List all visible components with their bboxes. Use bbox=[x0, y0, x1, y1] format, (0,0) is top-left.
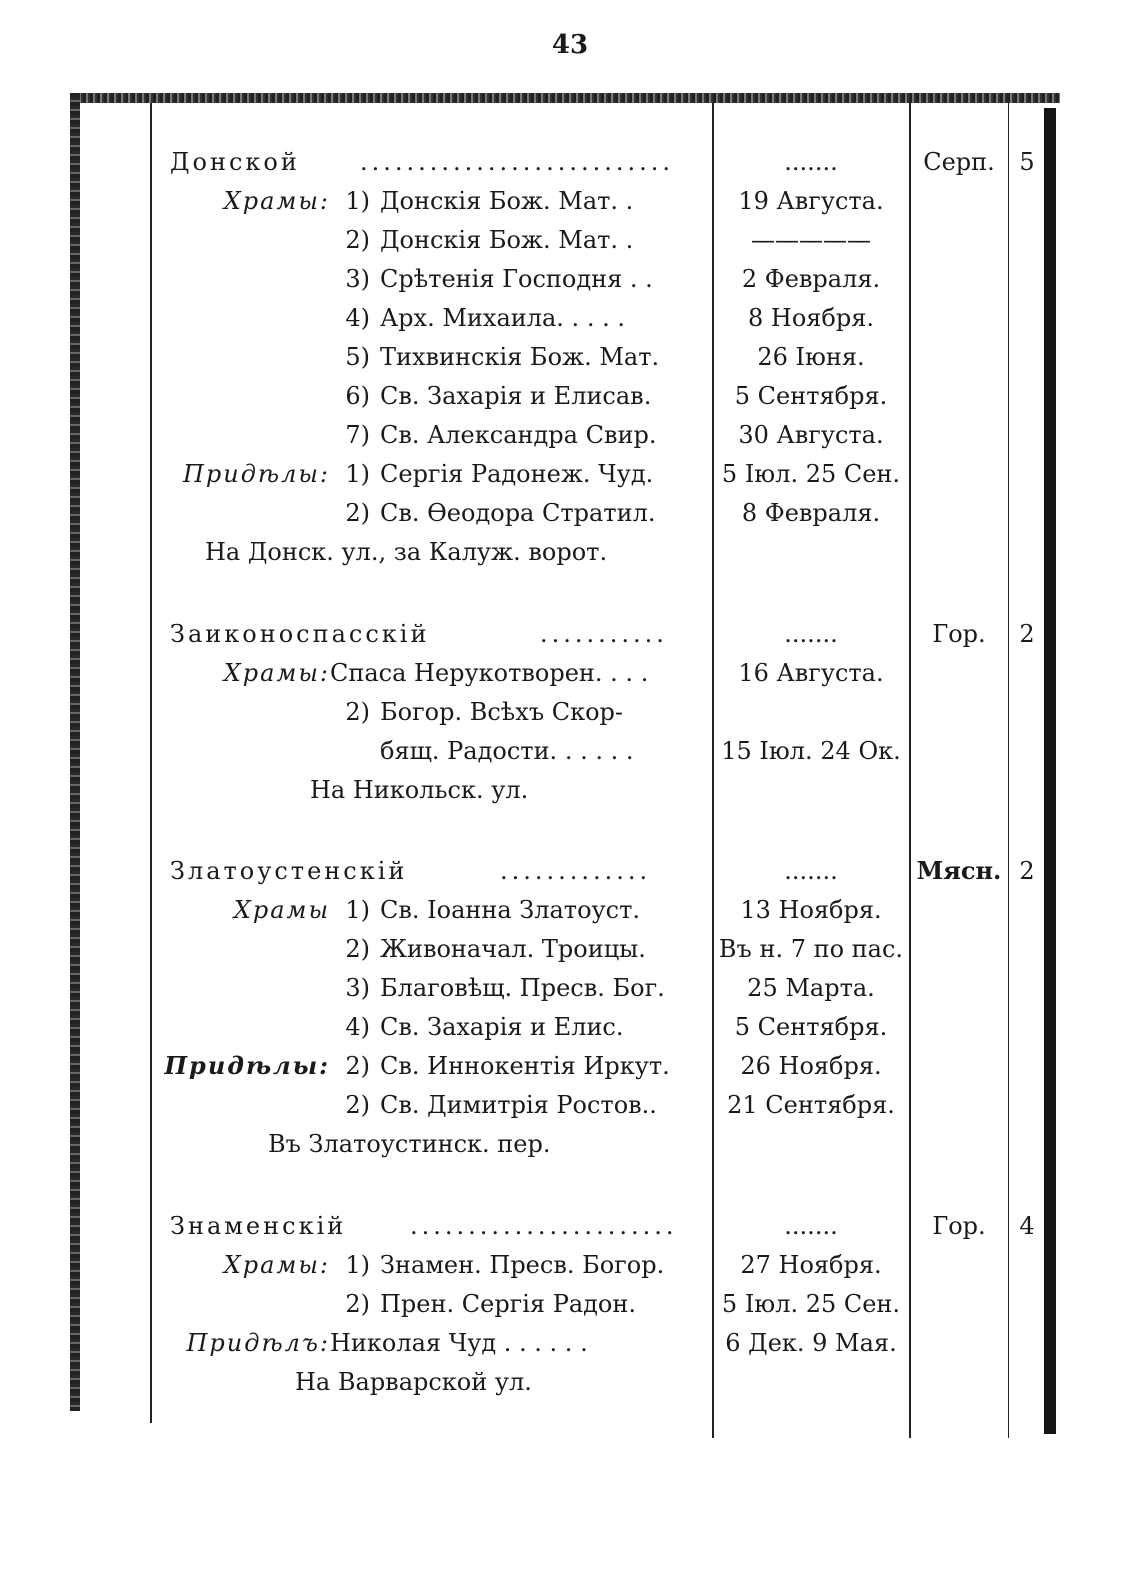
section-title: Заиконоспасскій bbox=[170, 620, 430, 648]
feast-date: 16 Августа. bbox=[738, 659, 884, 687]
row-number: 3) bbox=[345, 265, 370, 293]
temple-row bbox=[160, 1246, 700, 1284]
temple-row bbox=[160, 969, 700, 1007]
row-number: 1) bbox=[345, 187, 370, 215]
feast-date: 8 Февраля. bbox=[741, 499, 881, 527]
feast-date: 30 Августа. bbox=[738, 421, 884, 449]
row-text: бящ. Радости. . . . . . bbox=[380, 737, 634, 765]
row-text: Спаса Нерукотворен. . . . bbox=[330, 659, 649, 687]
row-text: Св. Іоанна Златоуст. bbox=[380, 896, 641, 924]
row-number: 5) bbox=[345, 343, 370, 371]
count-cell: 2 bbox=[1019, 857, 1035, 885]
column-rule-district bbox=[909, 103, 911, 1438]
count-cell: 2 bbox=[1019, 620, 1035, 648]
feast-date: 5 Сентября. bbox=[734, 1013, 888, 1041]
date-dots: ....... bbox=[784, 148, 838, 176]
leader-dots: ............. bbox=[500, 857, 652, 885]
chapel-row bbox=[160, 494, 700, 532]
district-cell: Гор. bbox=[932, 620, 986, 648]
row-label: Храмы: bbox=[223, 187, 330, 215]
frame-left-border bbox=[70, 93, 80, 1411]
row-label: Храмы bbox=[233, 896, 330, 924]
section-title: Знаменскій bbox=[170, 1212, 347, 1240]
feast-date: 27 Ноября. bbox=[740, 1251, 882, 1279]
row-label: Храмы: bbox=[223, 659, 330, 687]
chapel-row bbox=[160, 1324, 700, 1362]
row-text: Св. Ѳеодора Стратил. bbox=[380, 499, 656, 527]
temple-row bbox=[160, 338, 700, 376]
section-title: Донской bbox=[170, 148, 300, 176]
row-text: Срѣтенія Господня . . bbox=[380, 265, 653, 293]
chapel-row bbox=[160, 455, 700, 493]
feast-date: 19 Августа. bbox=[738, 187, 884, 215]
street-address: На Варварской ул. bbox=[295, 1368, 532, 1396]
row-number: 2) bbox=[345, 698, 370, 726]
row-text: Св. Захарія и Елисав. bbox=[380, 382, 652, 410]
row-number: 4) bbox=[345, 1013, 370, 1041]
feast-date: 26 Ноября. bbox=[740, 1052, 882, 1080]
feast-date: 15 Іюл. 24 Ок. bbox=[721, 737, 901, 765]
row-text: Донскія Бож. Мат. . bbox=[380, 226, 634, 254]
temple-row bbox=[160, 930, 700, 968]
feast-date bbox=[714, 693, 908, 731]
row-text: Прен. Сергія Радон. bbox=[380, 1290, 637, 1318]
row-text: Тихвинскія Бож. Мат. bbox=[380, 343, 660, 371]
row-text: Донскія Бож. Мат. . bbox=[380, 187, 634, 215]
row-text: Св. Димитрія Ростов.. bbox=[380, 1091, 657, 1119]
count-cell: 4 bbox=[1019, 1212, 1035, 1240]
district-cell: Гор. bbox=[932, 1212, 986, 1240]
row-text: Богор. Всѣхъ Скор- bbox=[380, 698, 623, 726]
row-text: Живоначал. Троицы. bbox=[380, 935, 646, 963]
feast-date: 2 Февраля. bbox=[741, 265, 881, 293]
date-dots: ....... bbox=[784, 857, 838, 885]
street-address: На Никольск. ул. bbox=[310, 776, 529, 804]
feast-date: 5 Іюл. 25 Сен. bbox=[721, 460, 901, 488]
street-address: На Донск. ул., за Калуж. ворот. bbox=[205, 538, 608, 566]
row-text: Арх. Михаила. . . . . bbox=[380, 304, 625, 332]
page-number: 43 bbox=[551, 30, 589, 60]
row-text: Благовѣщ. Пресв. Бог. bbox=[380, 974, 665, 1002]
temple-row bbox=[160, 416, 700, 454]
row-number: 4) bbox=[345, 304, 370, 332]
row-text: Сергія Радонеж. Чуд. bbox=[380, 460, 654, 488]
row-number: 2) bbox=[345, 499, 370, 527]
district-cell: Мясн. bbox=[916, 856, 1002, 885]
feast-date: 5 Іюл. 25 Сен. bbox=[721, 1290, 901, 1318]
row-number: 6) bbox=[345, 382, 370, 410]
feast-date: 8 Ноября. bbox=[748, 304, 874, 332]
column-rule-left bbox=[150, 103, 152, 1423]
feast-date: 13 Ноября. bbox=[740, 896, 882, 924]
feast-date: 6 Дек. 9 Мая. bbox=[725, 1329, 897, 1357]
row-number: 1) bbox=[345, 1251, 370, 1279]
temple-row bbox=[160, 1285, 700, 1323]
row-label: Придѣлы: bbox=[164, 1051, 330, 1080]
row-text: Св. Александра Свир. bbox=[380, 421, 657, 449]
row-label: Придѣлъ: bbox=[186, 1329, 330, 1357]
count-cell: 5 bbox=[1019, 148, 1035, 176]
temple-row bbox=[160, 299, 700, 337]
row-text: Николая Чуд . . . . . . bbox=[330, 1329, 588, 1357]
temple-row bbox=[160, 1008, 700, 1046]
temple-row bbox=[160, 260, 700, 298]
frame-top-border bbox=[76, 93, 1060, 103]
row-number: 2) bbox=[345, 1052, 370, 1080]
row-number: 2) bbox=[345, 1091, 370, 1119]
chapel-row bbox=[160, 1047, 700, 1085]
temple-row bbox=[160, 693, 700, 731]
row-number: 2) bbox=[345, 935, 370, 963]
row-text: Св. Иннокентія Иркут. bbox=[380, 1052, 670, 1080]
section-title: Златоустенскій bbox=[170, 857, 408, 885]
date-dots: ....... bbox=[784, 620, 838, 648]
temple-row bbox=[160, 182, 700, 220]
row-label: Храмы: bbox=[223, 1251, 330, 1279]
district-cell: Серп. bbox=[923, 148, 995, 176]
leader-dots: ....................... bbox=[410, 1212, 678, 1240]
chapel-row bbox=[160, 1086, 700, 1124]
leader-dots: ........... bbox=[540, 620, 668, 648]
feast-date: ————— bbox=[751, 226, 871, 254]
row-number: 1) bbox=[345, 896, 370, 924]
row-text: Знамен. Пресв. Богор. bbox=[380, 1251, 665, 1279]
row-number: 3) bbox=[345, 974, 370, 1002]
feast-date: 21 Сентября. bbox=[727, 1091, 895, 1119]
feast-date: 25 Марта. bbox=[747, 974, 875, 1002]
feast-date: 5 Сентября. bbox=[734, 382, 888, 410]
temple-row bbox=[160, 221, 700, 259]
frame-right-border bbox=[1044, 108, 1056, 1434]
temple-row bbox=[160, 654, 700, 692]
row-number: 2) bbox=[345, 226, 370, 254]
leader-dots: ........................... bbox=[360, 148, 674, 176]
temple-row bbox=[160, 732, 700, 770]
date-dots: ....... bbox=[784, 1212, 838, 1240]
feast-date: 26 Іюня. bbox=[757, 343, 865, 371]
temple-row bbox=[160, 377, 700, 415]
row-number: 7) bbox=[345, 421, 370, 449]
row-number: 1) bbox=[345, 460, 370, 488]
feast-date: Въ н. 7 по пас. bbox=[718, 935, 904, 963]
column-rule-count bbox=[1008, 103, 1009, 1438]
row-label: Придѣлы: bbox=[182, 460, 330, 488]
temple-row bbox=[160, 891, 700, 929]
row-number: 2) bbox=[345, 1290, 370, 1318]
street-address: Въ Златоустинск. пер. bbox=[268, 1130, 551, 1158]
row-text: Св. Захарія и Елис. bbox=[380, 1013, 624, 1041]
